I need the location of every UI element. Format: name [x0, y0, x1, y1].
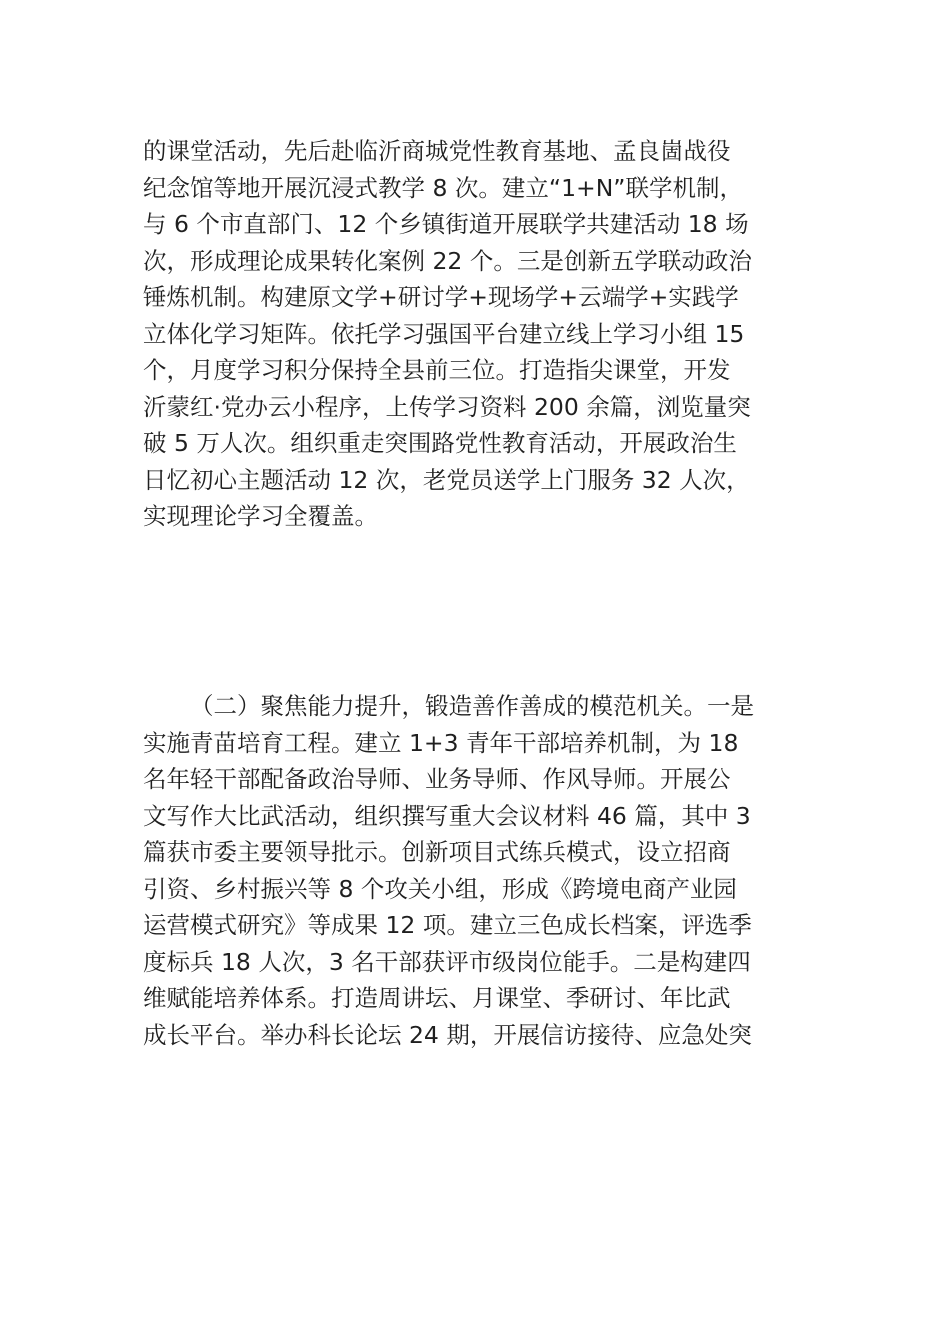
- text-line: 与 6 个市直部门、12 个乡镇街道开展联学共建活动 18 场: [143, 210, 749, 238]
- text-line: 成长平台。举办科长论坛 24 期，开展信访接待、应急处突: [143, 1020, 752, 1049]
- text-line: 锤炼机制。构建原文学+研讨学+现场学+云端学+实践学: [143, 283, 739, 311]
- text-line: 日忆初心主题活动 12 次，老党员送学上门服务 32 人次，: [143, 465, 750, 494]
- text-line: 名年轻干部配备政治导师、业务导师、作风导师。开展公: [143, 765, 731, 793]
- text-line: 篇获市委主要领导批示。创新项目式练兵模式，设立招商: [143, 838, 731, 866]
- paragraph-theory-study: [143, 133, 808, 535]
- text-line: 破 5 万人次。组织重走突围路党性教育活动，开展政治生: [143, 429, 737, 457]
- text-line: 文写作大比武活动，组织撰写重大会议材料 46 篇，其中 3: [143, 801, 751, 830]
- text-line: 实现理论学习全覆盖。: [143, 502, 378, 530]
- text-line: 个，月度学习积分保持全县前三位。打造指尖课堂，开发: [143, 356, 731, 384]
- text-line: 沂蒙红·党办云小程序，上传学习资料 200 余篇，浏览量突: [143, 392, 751, 421]
- text-line: 的课堂活动，先后赴临沂商城党性教育基地、孟良崮战役: [143, 137, 731, 165]
- text-line: 立体化学习矩阵。依托学习强国平台建立线上学习小组 15: [143, 319, 745, 348]
- text-line: 实施青苗培育工程。建立 1+3 青年干部培养机制，为 18: [143, 728, 739, 757]
- text-line: 引资、乡村振兴等 8 个攻关小组，形成《跨境电商产业园: [143, 874, 737, 903]
- section-heading-line: （二）聚焦能力提升，锻造善作善成的模范机关。一是: [190, 692, 754, 720]
- text-line: 次，形成理论成果转化案例 22 个。三是创新五学联动政治: [143, 246, 752, 275]
- text-line: 维赋能培养体系。打造周讲坛、月课堂、季研讨、年比武: [143, 984, 731, 1012]
- paragraph-capability-improvement: [143, 688, 808, 1053]
- text-line: 度标兵 18 人次，3 名干部获评市级岗位能手。二是构建四: [143, 947, 751, 976]
- text-line: 运营模式研究》等成果 12 项。建立三色成长档案，评选季: [143, 911, 752, 939]
- text-line: 纪念馆等地开展沉浸式教学 8 次。建立“1+N”联学机制，: [143, 173, 743, 202]
